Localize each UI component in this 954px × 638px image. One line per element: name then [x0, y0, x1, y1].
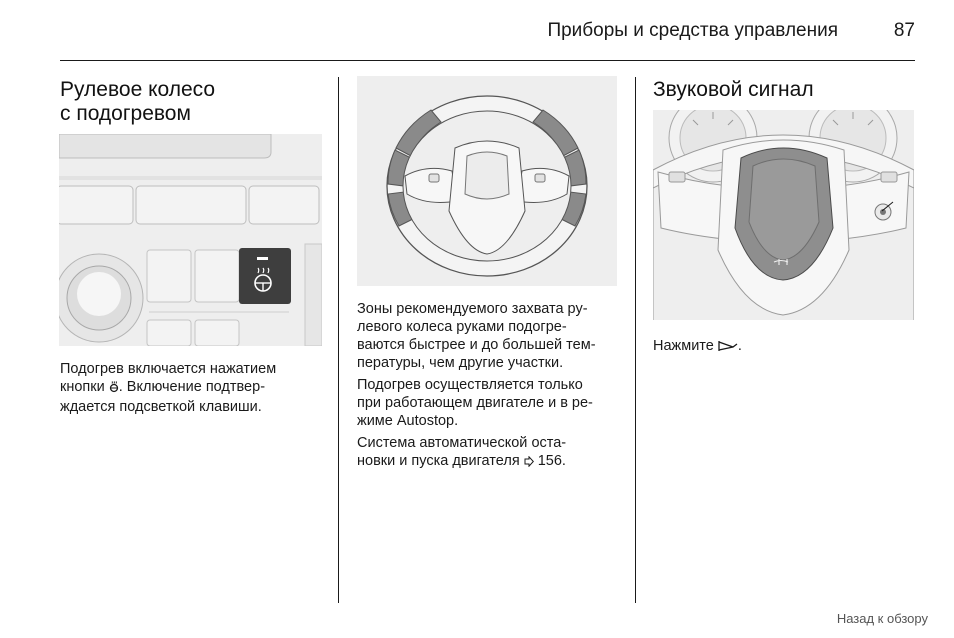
heated-wheel-button-figure [59, 134, 322, 346]
engine-condition-line1: Подогрев осуществляется только [357, 377, 583, 393]
horn-text-end: . [737, 338, 742, 354]
heated-wheel-heading-line1: Рулевое колесо [60, 78, 216, 101]
grip-zones-text [357, 300, 596, 372]
grip-zones-line1: Зоны рекомендуемого захвата ру- [357, 301, 588, 317]
heated-wheel-heading-line2: с подогревом [60, 102, 191, 125]
engine-condition-line2: при работающем двигателе и в ре- [357, 395, 593, 411]
heated-wheel-text-line3: ждается подсветкой клавиши. [60, 399, 262, 415]
engine-condition-text [357, 376, 593, 430]
grip-zones-line3: ваются быстрее и до большей тем- [357, 337, 596, 353]
page-reference-link[interactable]: 156. [537, 453, 566, 469]
horn-text-start: Нажмите [653, 338, 714, 354]
heated-wheel-text-line2-end: . Включение подтвер- [118, 379, 266, 395]
back-to-overview-link[interactable]: Назад к обзору [836, 611, 928, 626]
horn-icon [718, 339, 738, 357]
header-divider [60, 60, 915, 61]
engine-condition-line3: жиме Autostop. [357, 413, 459, 429]
horn-figure [653, 110, 914, 320]
column-divider-right [635, 77, 636, 603]
grip-zones-line2: левого колеса руками подогре- [357, 319, 567, 335]
autostop-reference-line1: Система автоматической оста- [357, 435, 567, 451]
page-reference-arrow-icon [524, 454, 534, 472]
page-number: 87 [893, 20, 915, 41]
heated-steering-wheel-icon [109, 380, 119, 398]
heated-wheel-text [60, 360, 276, 416]
steering-wheel-grip-zones-figure [357, 76, 617, 286]
column-divider-left [338, 77, 339, 603]
horn-heading: Звуковой сигнал [653, 78, 814, 101]
heated-wheel-heading [60, 78, 215, 126]
horn-text-line [653, 337, 742, 357]
section-title: Приборы и средства управления [547, 20, 838, 41]
autostop-reference-line2 [357, 452, 566, 472]
autostop-reference-text [357, 434, 566, 472]
grip-zones-line4: пературы, чем другие участки. [357, 355, 564, 371]
heated-wheel-text-line2 [60, 378, 276, 398]
autostop-reference-line2-text: новки и пуска двигателя [357, 453, 520, 469]
horn-text [653, 337, 742, 357]
heated-wheel-text-line2-start: кнопки [60, 379, 105, 395]
heated-wheel-text-line1: Подогрев включается нажатием [60, 361, 277, 377]
